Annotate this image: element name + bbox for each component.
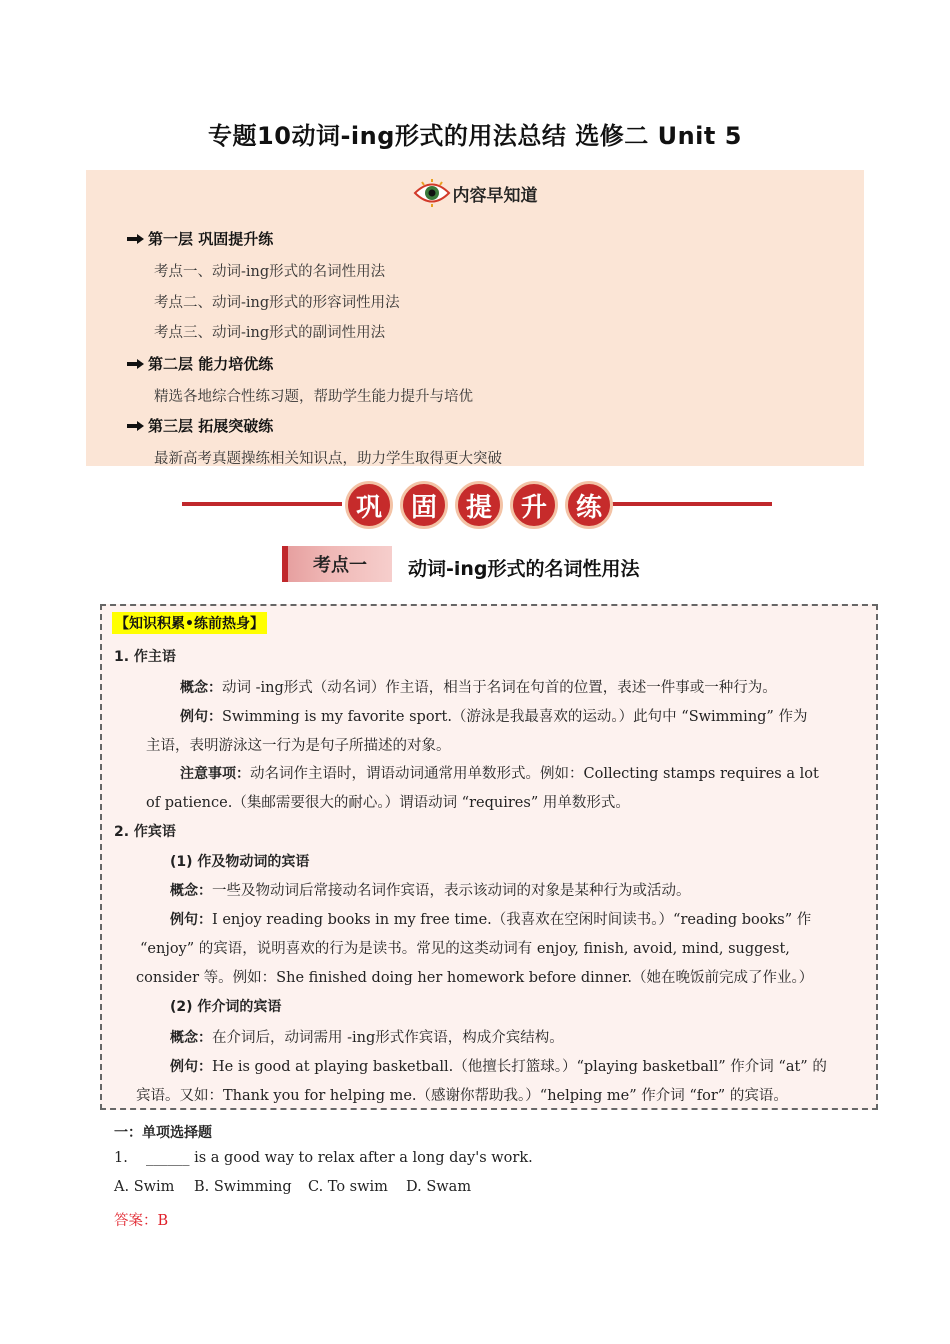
object-example-1: 例句：I enjoy reading books in my free time.（我喜欢在空闲时间读书。）“reading books” 作 [170, 912, 812, 928]
subject-note: 注意事项：动名词作主语时，谓语动词通常用单数形式。例如：Collecting stamps requires a lot [180, 766, 819, 782]
banner-char: 固 [400, 481, 448, 529]
level-2-label: 第二层 能力培优练 [126, 353, 273, 374]
option: D. Swam [406, 1179, 472, 1195]
eye-icon [413, 178, 451, 208]
question-text: ______ is a good way to relax after a long day's work. [146, 1150, 533, 1166]
object-example-1-cont: “enjoy” 的宾语，说明喜欢的行为是读书。常见的这类动词有 enjoy, finish, avoid, mind, suggest, [140, 941, 790, 957]
level-2-item: 精选各地综合性练习题，帮助学生能力提升与培优 [154, 389, 473, 405]
option: B. Swimming [194, 1179, 292, 1195]
overview-panel [86, 170, 864, 466]
object-concept-1: 概念：一些及物动词后常接动名词作宾语，表示该动词的对象是某种行为或活动。 [170, 883, 691, 899]
level-1-label: 第一层 巩固提升练 [126, 228, 273, 249]
page-title: 专题10动词-ing形式的用法总结 选修二 Unit 5 [208, 122, 742, 150]
object-example-2: 例句：He is good at playing basketball.（他擅长打篮球。）“playing basketball” 作介词 “at” 的 [170, 1059, 827, 1075]
knowledge-highlight: 【知识积累•练前热身】 [112, 612, 267, 634]
level-1-item: 考点一、动词-ing形式的名词性用法 [154, 264, 386, 280]
subject-heading: 1. 作主语 [114, 649, 176, 665]
option: A. Swim [114, 1179, 175, 1195]
exercise-heading: 一：单项选择题 [114, 1125, 212, 1141]
banner-line-right [612, 502, 772, 506]
overview-heading [86, 176, 864, 210]
overview-heading-text: 内容早知道 [452, 185, 538, 206]
banner-char: 练 [565, 481, 613, 529]
subject-example: 例句：Swimming is my favorite sport.（游泳是我最喜欢的运动。）此句中 “Swimming” 作为 [180, 709, 808, 725]
subject-example-cont: 主语，表明游泳这一行为是句子所描述的对象。 [146, 738, 451, 754]
option: C. To swim [308, 1179, 388, 1195]
banner-char: 提 [455, 481, 503, 529]
banner-char: 升 [510, 481, 558, 529]
answer: 答案：B [114, 1213, 169, 1229]
level-1-item: 考点二、动词-ing形式的形容词性用法 [154, 295, 400, 311]
object-subheading-1: (1) 作及物动词的宾语 [170, 854, 310, 870]
object-concept-2: 概念：在介词后，动词需用 -ing形式作宾语，构成介宾结构。 [170, 1030, 564, 1046]
subject-note-cont: of patience.（集邮需要很大的耐心。）谓语动词 “requires” 用单数形式。 [146, 795, 630, 811]
pointing-hand-icon [126, 357, 146, 371]
object-heading: 2. 作宾语 [114, 824, 176, 840]
level-1-item: 考点三、动词-ing形式的副词性用法 [154, 325, 386, 341]
question-number: 1. [114, 1150, 128, 1166]
pointing-hand-icon [126, 419, 146, 433]
object-example-2-cont: 宾语。又如：Thank you for helping me.（感谢你帮助我。）“helping me” 作介词 “for” 的宾语。 [136, 1088, 788, 1104]
level-3-item: 最新高考真题操练相关知识点，助力学生取得更大突破 [154, 451, 502, 467]
banner-line-left [182, 502, 342, 506]
object-subheading-2: (2) 作介词的宾语 [170, 999, 282, 1015]
section-title: 动词-ing形式的名词性用法 [408, 558, 640, 580]
subject-concept: 概念：动词 -ing形式（动名词）作主语，相当于名词在句首的位置，表述一件事或一种行为。 [180, 680, 777, 696]
object-example-1-cont: consider 等。例如：She finished doing her homework before dinner.（她在晚饭前完成了作业。） [136, 970, 814, 986]
section-tag: 考点一 [282, 546, 392, 582]
banner-char: 巩 [345, 481, 393, 529]
level-3-label: 第三层 拓展突破练 [126, 415, 273, 436]
pointing-hand-icon [126, 232, 146, 246]
